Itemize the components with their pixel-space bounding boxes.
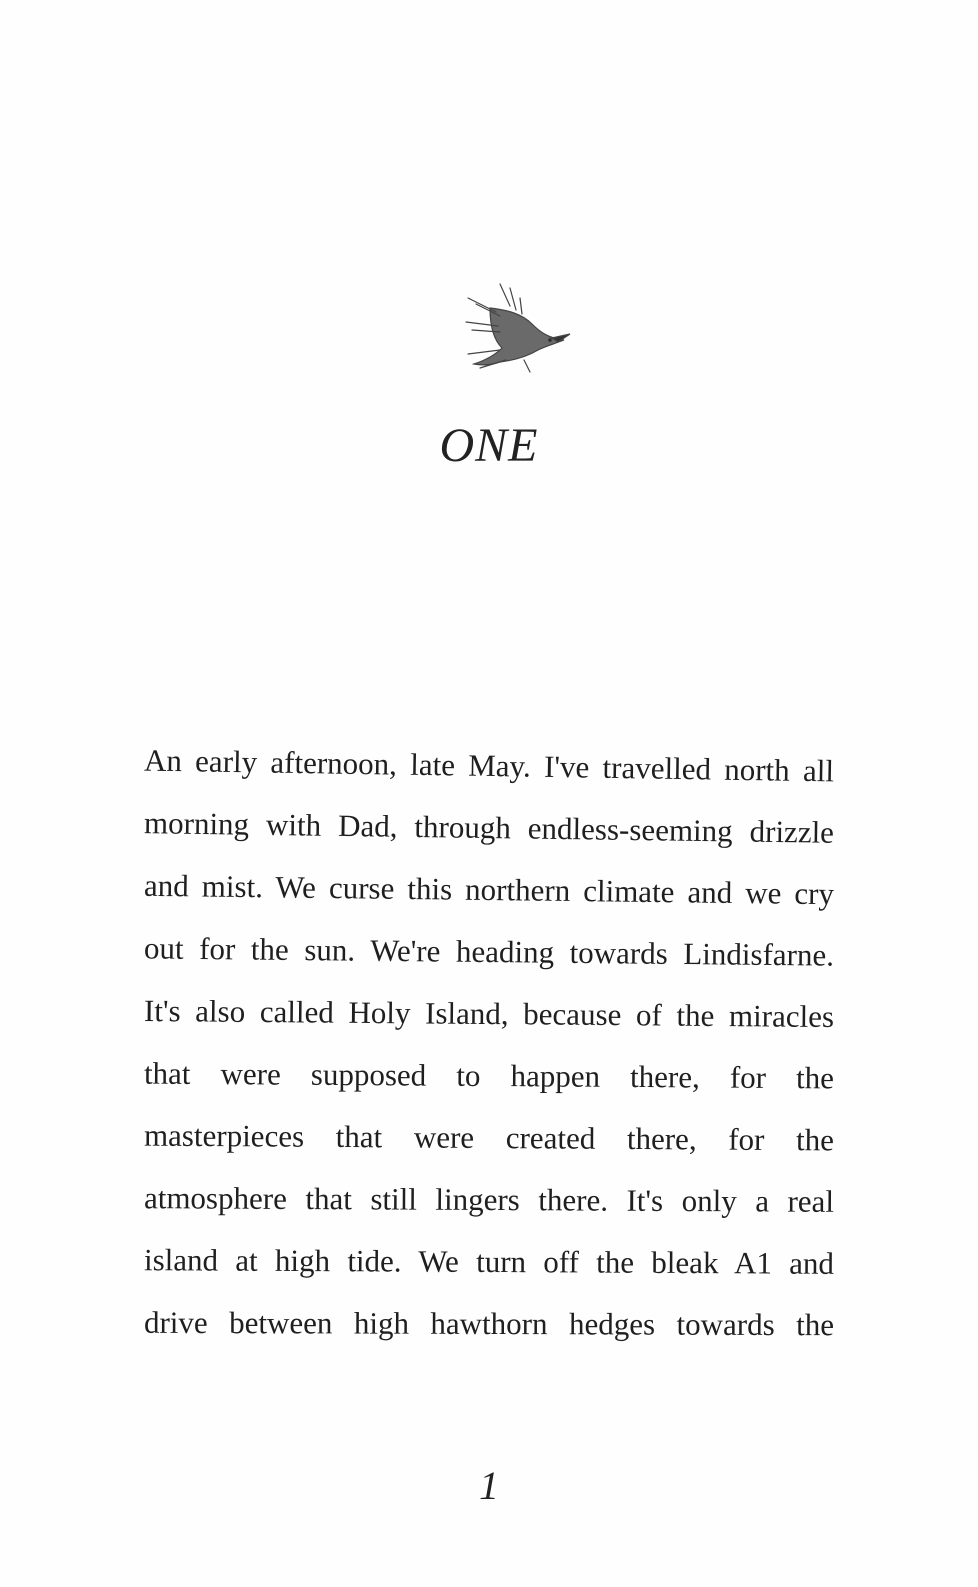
text-line: and mist. We curse this northern climate and we cry [143,867,835,912]
text-line: drive between high hawthorn hedges towards the [143,1304,835,1343]
body-paragraph [144,735,834,1355]
text-line: that were supposed to happen there, for the [143,1055,835,1096]
text-line: An early afternoon, late May. I've travelled north all [143,742,835,789]
text-line: atmosphere that still lingers there. It's only a real [143,1180,835,1219]
chapter-title: ONE [439,419,539,472]
text-line: out for the sun. We're heading towards Lindisfarne. [143,930,835,973]
bird-icon [460,280,572,378]
text-line: island at high tide. We turn off the bleak A1 and [143,1242,835,1281]
text-line: masterpieces that were created there, for the [143,1117,835,1158]
text-line: It's also called Holy Island, because of the miracles [143,992,835,1035]
page-number: 1 [479,1463,499,1508]
text-line: morning with Dad, through endless-seeming drizzle [143,805,835,850]
